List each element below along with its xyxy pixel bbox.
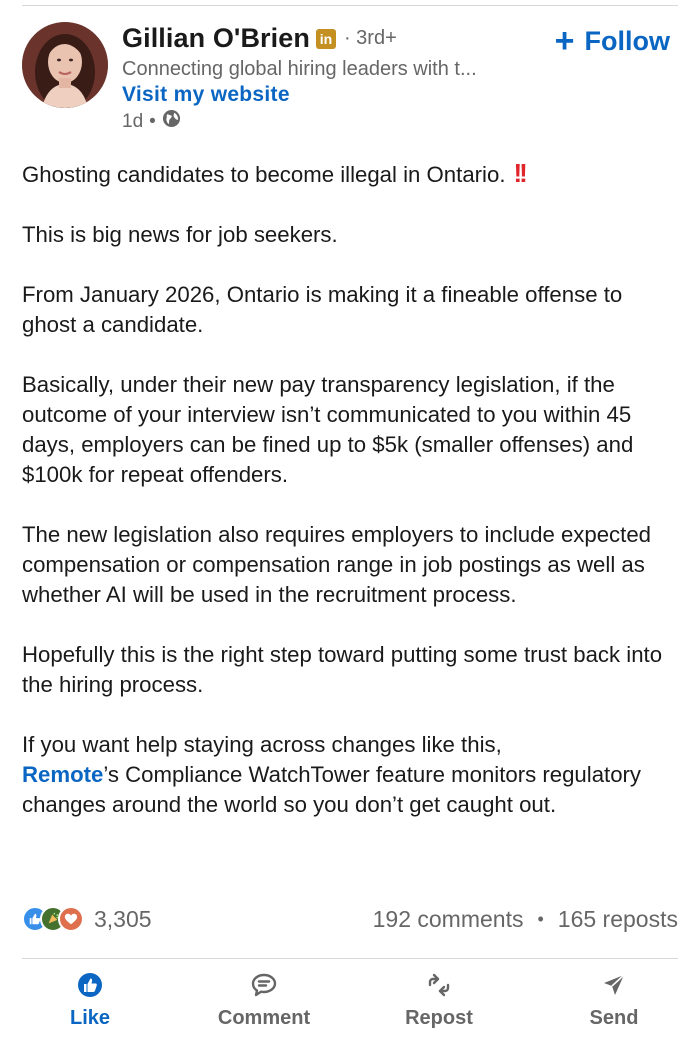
post-paragraph-4: Basically, under their new pay transparency legislation, if the outcome of your interview isn’t communicated to you within 45 days, employers can be fined up to $5k (smaller offenses) and $100k for repeat offenders.: [22, 372, 634, 487]
follow-button[interactable]: [555, 24, 670, 58]
post-text: If you want help staying across changes like this,: [22, 732, 502, 757]
comment-label: Comment: [217, 1007, 311, 1029]
repost-label: Repost: [405, 1007, 473, 1029]
globe-icon: [162, 109, 181, 134]
stats-separator: •: [537, 908, 544, 929]
post-paragraph-1: [22, 158, 682, 190]
repost-button[interactable]: [369, 970, 509, 1030]
post-headline-text: Ghosting candidates to become illegal in Ontario.: [22, 162, 506, 187]
company-mention-link[interactable]: Remote: [22, 762, 104, 787]
repost-icon: [424, 970, 454, 1005]
post-text: ’s Compliance WatchTower feature monitors regulatory changes around the world so you don’t get caught out.: [22, 762, 642, 817]
love-icon: [58, 906, 84, 932]
comments-count[interactable]: 192 comments: [372, 905, 524, 932]
comment-button[interactable]: [194, 970, 334, 1030]
connection-degree: · 3rd+: [343, 27, 397, 49]
double-exclamation-emoji: !!: [513, 158, 525, 188]
social-counts: [22, 902, 678, 936]
post-body: [22, 158, 682, 820]
reactions-summary[interactable]: [22, 906, 76, 932]
reaction-count[interactable]: 3,305: [94, 905, 152, 932]
post-paragraph-6: Hopefully this is the right step toward putting some trust back into the hiring process.: [22, 642, 663, 697]
post-paragraph-3: From January 2026, Ontario is making it a fineable offense to ghost a candidate.: [22, 282, 623, 337]
send-icon: [599, 970, 629, 1005]
comment-icon: [249, 970, 279, 1005]
post-paragraph-2: This is big news for job seekers.: [22, 222, 338, 247]
actions-divider: [22, 958, 678, 959]
website-link[interactable]: Visit my website: [122, 83, 290, 106]
meta-separator: •: [149, 110, 156, 132]
send-button[interactable]: [544, 970, 684, 1030]
post-meta: [122, 109, 181, 134]
author-name-row: [122, 23, 397, 54]
thumbs-up-icon: [75, 970, 105, 1005]
post-header: [22, 22, 678, 137]
follow-label: Follow: [584, 25, 670, 56]
author-headline: Connecting global hiring leaders with t...: [122, 58, 477, 80]
reposts-count[interactable]: 165 reposts: [557, 905, 678, 932]
like-button[interactable]: [20, 970, 160, 1030]
like-label: Like: [69, 1007, 111, 1029]
author-name[interactable]: Gillian O'Brien: [122, 23, 310, 53]
post-paragraph-5: The new legislation also requires employers to include expected compensation or compensation range in job postings as well as whether AI will be used in the recruitment process.: [22, 522, 651, 607]
post-paragraph-7: [22, 730, 682, 820]
engagement-stats: [373, 906, 678, 933]
post-actions-bar: [0, 970, 700, 1040]
top-divider: [22, 5, 678, 6]
plus-icon: +: [554, 22, 575, 60]
avatar[interactable]: [22, 22, 108, 108]
linkedin-premium-icon: in: [316, 29, 336, 49]
send-label: Send: [589, 1007, 639, 1029]
post-time: 1d: [122, 110, 144, 132]
